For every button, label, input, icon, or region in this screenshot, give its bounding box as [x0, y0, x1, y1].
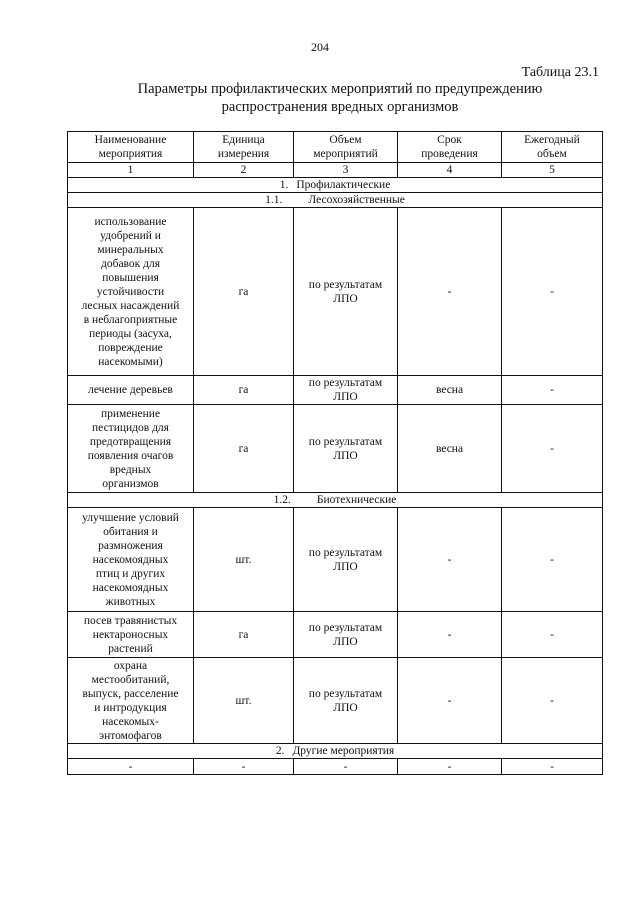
- term-cell: весна: [398, 405, 502, 493]
- section-row-2: [68, 744, 603, 759]
- activity-name: лечение деревьев: [68, 376, 194, 405]
- activity-name: посев травянистых нектароносных растений: [68, 612, 194, 658]
- term-cell: -: [398, 658, 502, 744]
- unit-cell: га: [194, 208, 294, 376]
- empty-cell: -: [294, 759, 398, 775]
- annual-cell: -: [502, 208, 603, 376]
- header-cell: Наименование мероприятия: [68, 132, 194, 163]
- parameters-table: [67, 131, 603, 775]
- table-row: [68, 208, 603, 376]
- term-cell: весна: [398, 376, 502, 405]
- activity-name: улучшение условий обитания и размножения насекомоядных птиц и других насекомоядных животных: [68, 508, 194, 612]
- activity-name: охрана местообитаний, выпуск, расселение и интродукция насекомых- энтомофагов: [68, 658, 194, 744]
- unit-cell: га: [194, 376, 294, 405]
- table-row: [68, 658, 603, 744]
- column-number: 1: [68, 163, 194, 178]
- empty-cell: -: [68, 759, 194, 775]
- title-line-2: распространения вредных организмов: [221, 99, 459, 115]
- table-label: Таблица 23.1: [521, 65, 599, 80]
- unit-cell: шт.: [194, 658, 294, 744]
- activity-name: использование удобрений и минеральных добавок для повышения устойчивости лесных насаждений в неблагоприятные периоды (засуха, повреждение насекомыми): [68, 208, 194, 376]
- volume-cell: по результатам ЛПО: [294, 508, 398, 612]
- term-cell: -: [398, 612, 502, 658]
- header-cell: Единица измерения: [194, 132, 294, 163]
- subsection-row-1-2: [68, 493, 603, 508]
- empty-cell: -: [398, 759, 502, 775]
- header-row: [68, 132, 603, 163]
- column-number: 4: [398, 163, 502, 178]
- header-cell: Ежегодный объем: [502, 132, 603, 163]
- empty-cell: -: [502, 759, 603, 775]
- section-row-1: [68, 178, 603, 193]
- term-cell: -: [398, 208, 502, 376]
- column-number: 5: [502, 163, 603, 178]
- volume-cell: по результатам ЛПО: [294, 405, 398, 493]
- column-number-row: [68, 163, 603, 178]
- activity-name: применение пестицидов для предотвращения появления очагов вредных организмов: [68, 405, 194, 493]
- section-heading: 2. Другие мероприятия: [68, 744, 603, 759]
- annual-cell: -: [502, 612, 603, 658]
- volume-cell: по результатам ЛПО: [294, 612, 398, 658]
- header-cell: Срок проведения: [398, 132, 502, 163]
- page-number: 204: [311, 40, 329, 54]
- subsection-row-1-1: [68, 193, 603, 208]
- subsection-heading: 1.2. Биотехнические: [68, 493, 603, 508]
- annual-cell: -: [502, 376, 603, 405]
- annual-cell: -: [502, 658, 603, 744]
- column-number: 3: [294, 163, 398, 178]
- column-number: 2: [194, 163, 294, 178]
- unit-cell: шт.: [194, 508, 294, 612]
- table-row: [68, 612, 603, 658]
- empty-cell: -: [194, 759, 294, 775]
- table-row: [68, 405, 603, 493]
- table-row: [68, 376, 603, 405]
- volume-cell: по результатам ЛПО: [294, 658, 398, 744]
- title-line-1: Параметры профилактических мероприятий по предупреждению: [137, 81, 543, 97]
- term-cell: -: [398, 508, 502, 612]
- table-title: [100, 80, 580, 116]
- section-heading: 1. Профилактические: [68, 178, 603, 193]
- table-row: [68, 759, 603, 775]
- annual-cell: -: [502, 508, 603, 612]
- volume-cell: по результатам ЛПО: [294, 208, 398, 376]
- annual-cell: -: [502, 405, 603, 493]
- unit-cell: га: [194, 405, 294, 493]
- header-cell: Объем мероприятий: [294, 132, 398, 163]
- table-row: [68, 508, 603, 612]
- unit-cell: га: [194, 612, 294, 658]
- subsection-heading: 1.1. Лесохозяйственные: [68, 193, 603, 208]
- volume-cell: по результатам ЛПО: [294, 376, 398, 405]
